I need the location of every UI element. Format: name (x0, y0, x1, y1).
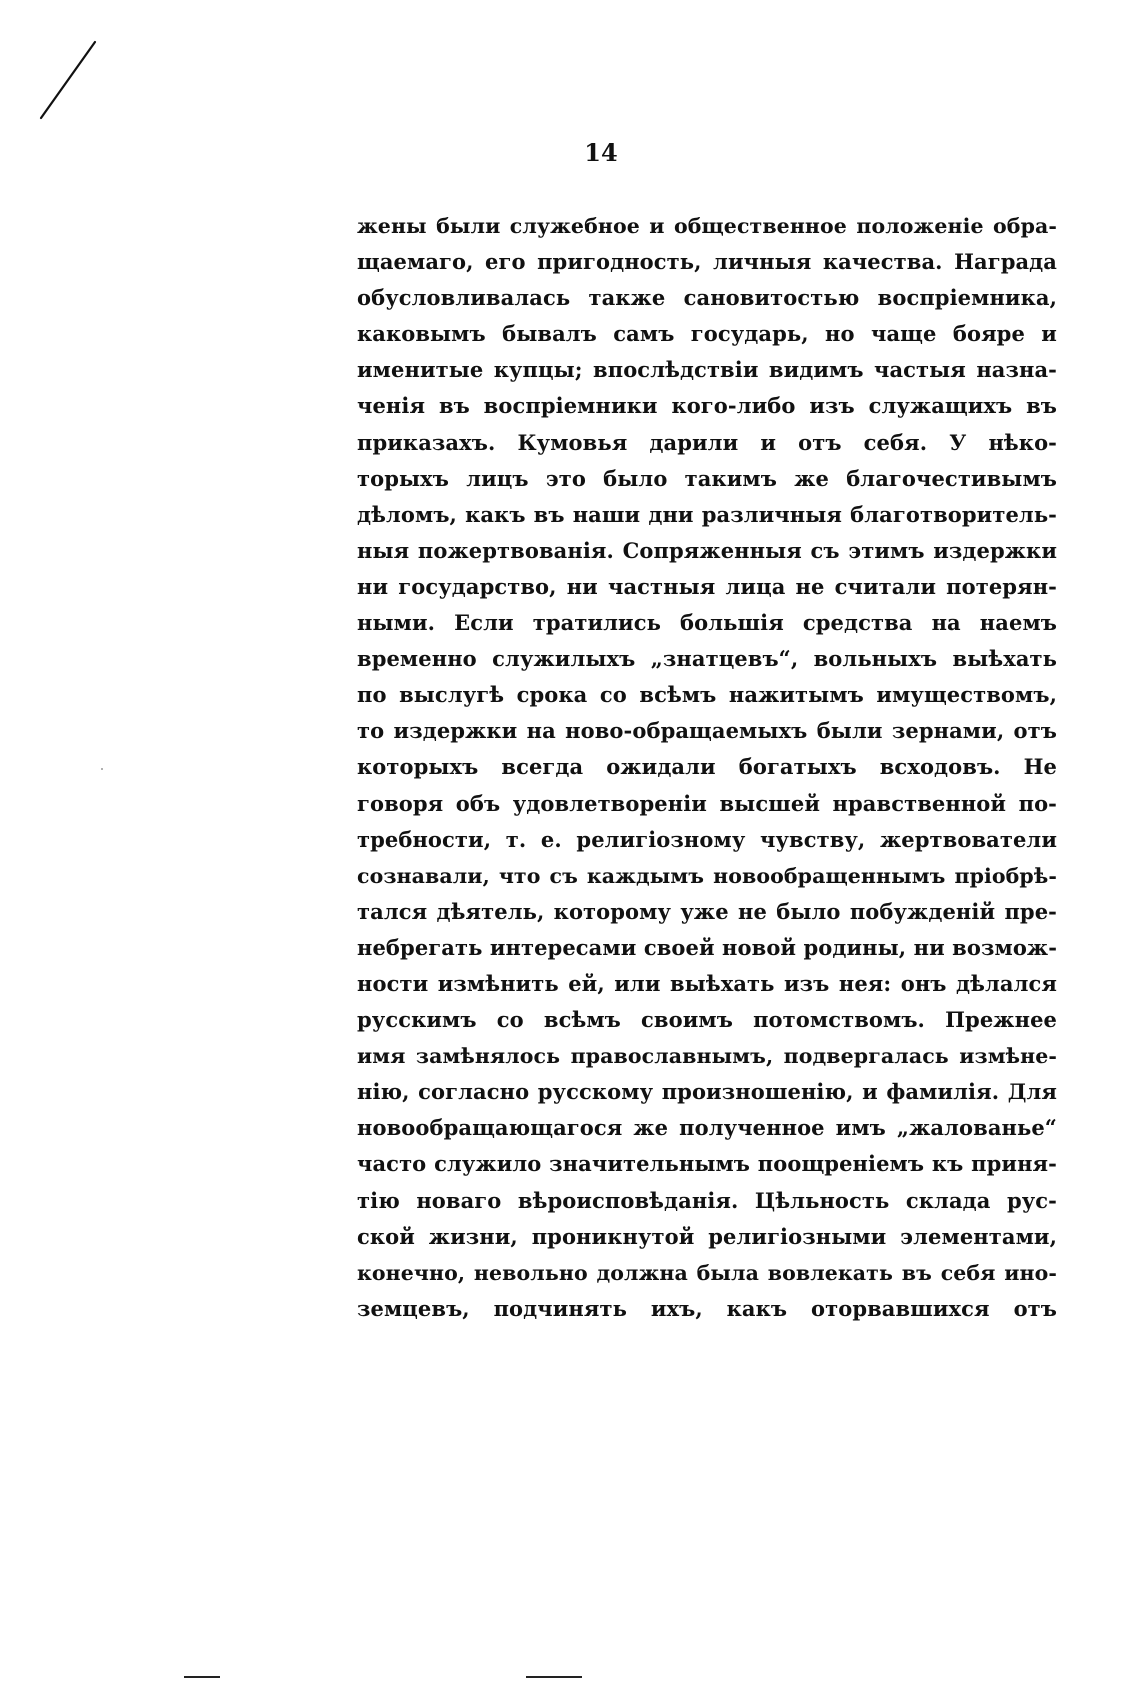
text-line: сознавали, что съ каждымъ новообращеннымъ пріобрѣ- (357, 863, 1057, 888)
text-line: жены были служебное и общественное положеніе обра- (357, 214, 1057, 238)
text-line: приказахъ. Кумовья дарили и отъ себя. У нѣко- (357, 429, 1057, 455)
text-line: ныя пожертвованія. Сопряженныя съ этимъ издержки (357, 537, 1057, 563)
stray-dot (101, 768, 103, 770)
text-line: требности, т. е. религіозному чувству, жертвователи (357, 826, 1057, 852)
text-line: тался дѣятель, которому уже не было побужденій пре- (357, 898, 1057, 924)
text-line: конечно, невольно должна была вовлекать въ себя ино- (357, 1260, 1057, 1285)
text-line: небрегать интересами своей новой родины, ни возмож- (357, 934, 1058, 960)
text-line: нію, согласно русскому произношенію, и фамилія. Для (357, 1079, 1057, 1105)
text-line: которыхъ всегда ожидали богатыхъ всходовъ. Не (357, 754, 1057, 780)
text-line: ными. Если тратились большія средства на наемъ (357, 610, 1057, 636)
text-line: тію новаго вѣроисповѣданія. Цѣльность склада рус- (357, 1187, 1057, 1213)
text-line: новообращающагося же полученное имъ „жалованье“ (357, 1115, 1057, 1141)
text-line: щаемаго, его пригодность, личныя качества. Награда (357, 249, 1057, 275)
text-line: по выслугѣ срока со всѣмъ нажитымъ имуществомъ, (357, 682, 1057, 708)
text-line: ни государство, ни частныя лица не считали потерян- (357, 573, 1057, 599)
text-line: торыхъ лицъ это было такимъ же благочестивымъ (357, 465, 1057, 491)
footer-rule (526, 1676, 582, 1678)
text-line: русскимъ со всѣмъ своимъ потомствомъ. Прежнее (357, 1007, 1057, 1033)
text-line: временно служилыхъ „знатцевъ“, вольныхъ выѣхать (357, 646, 1057, 672)
text-line: именитые купцы; впослѣдствіи видимъ частыя назна- (357, 357, 1057, 383)
body-text (357, 208, 1057, 1327)
page-number: 14 (584, 138, 618, 167)
footer-rule (184, 1676, 220, 1678)
text-line: ченія въ воспріемники кого-либо изъ служащихъ въ (357, 393, 1057, 419)
text-line: каковымъ бывалъ самъ государь, но чаще бояре и (357, 321, 1057, 347)
text-line: земцевъ, подчинять ихъ, какъ оторвавшихся отъ (357, 1295, 1057, 1321)
text-line: дѣломъ, какъ въ наши дни различныя благотворитель- (357, 501, 1057, 527)
text-line: часто служило значительнымъ поощреніемъ къ приня- (357, 1151, 1057, 1177)
pen-stroke-mark (38, 40, 98, 120)
text-line: имя замѣнялось православнымъ, подвергалась измѣне- (357, 1044, 1057, 1069)
text-line: говоря объ удовлетвореніи высшей нравственной по- (357, 790, 1057, 816)
text-line: обусловливалась также сановитостью воспріемника, (357, 285, 1057, 311)
text-line: ности измѣнить ей, или выѣхать изъ нея: онъ дѣлался (357, 970, 1057, 996)
text-line: то издержки на ново-обращаемыхъ были зернами, отъ (357, 718, 1057, 744)
text-line: ской жизни, проникнутой религіозными элементами, (357, 1223, 1057, 1249)
